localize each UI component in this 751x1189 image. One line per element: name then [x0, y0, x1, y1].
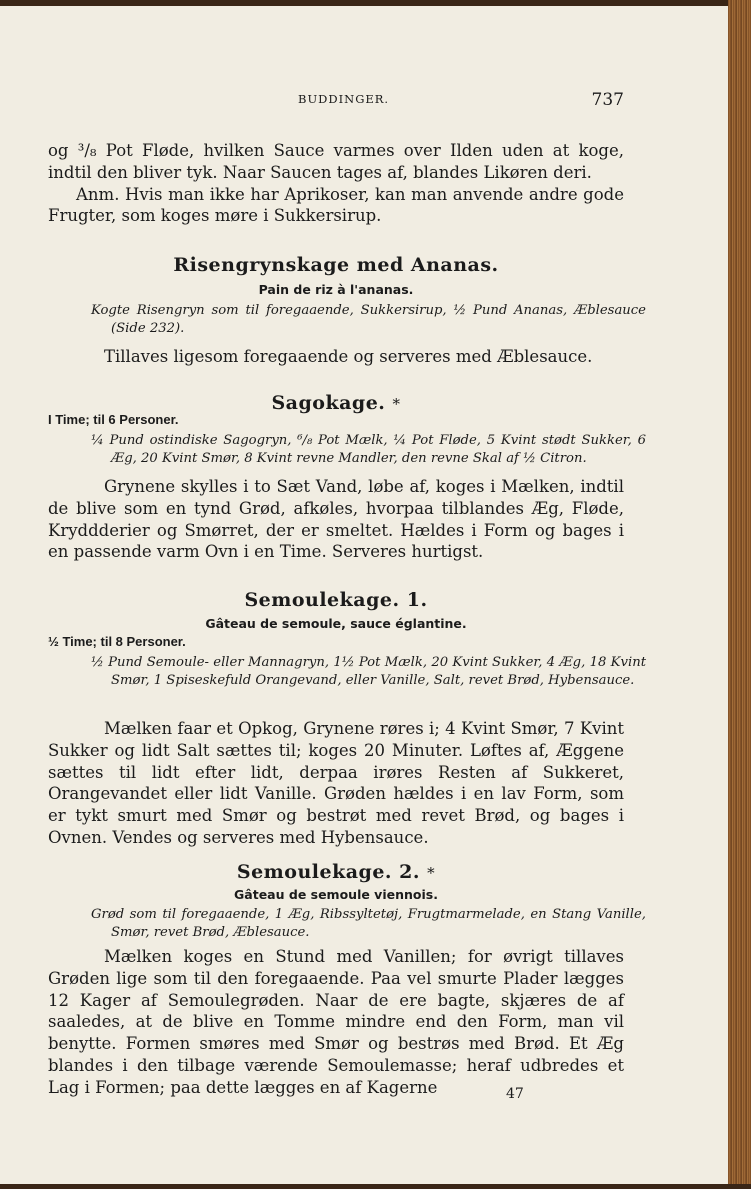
book-fore-edge — [728, 0, 751, 1189]
recipe-body-semoulekage-2 — [48, 946, 624, 1099]
recipe-ingredients-sagokage: ¼ Pund ostindiske Sagogryn, ⁶/₈ Pot Mælk, ¼ Pot Fløde, 5 Kvint stødt Sukker, 6 Æg, 20 Kvint Smør, 8 Kvint revne Mandler, den revne Skal af ½ Citron. — [91, 433, 646, 466]
recipe-body-sagokage — [48, 476, 624, 563]
recipe-title-risengrynskage: Risengrynskage med Ananas. — [173, 254, 499, 276]
page-header — [48, 90, 628, 110]
book-page — [0, 6, 728, 1184]
recipe-title-sagokage — [48, 392, 624, 414]
recipe-ingredients-semoulekage-2: Grød som til foregaaende, 1 Æg, Ribssyltetøj, Frugtmarmelade, en Stang Vanille, Smør, revet Brød, Æblesauce. — [91, 907, 646, 940]
recipe-body-semoulekage-1 — [48, 718, 624, 849]
recipe-time-sagokage: I Time; til 6 Personer. — [48, 412, 179, 427]
page-number: 737 — [591, 90, 624, 110]
recipe-body-paragraph: Grynene skylles i to Sæt Vand, løbe af, koges i Mælken, indtil de blive som en tynd Grød, afkøles, hvorpaa tilblandes Æg, Fløde, Kryddderier og Smørret, der er smeltet. Hældes i Form og bages i en passende varm Ovn i en Time. Serveres hurtigst. — [48, 477, 624, 562]
recipe-ingredients-semoulekage-1: ½ Pund Semoule- eller Mannagryn, 1½ Pot Mælk, 20 Kvint Sukker, 4 Æg, 18 Kvint Smør, 1 Spiseskefuld Orangevand, eller Vanille, Salt, revet Brød, Hybensauce. — [91, 655, 646, 688]
printer-signature: 47 — [506, 1086, 524, 1102]
recipe-title-semoulekage-1: Semoulekage. 1. — [244, 589, 428, 611]
recipe-ingredients-risengrynskage: Kogte Risengryn som til foregaaende, Sukkersirup, ½ Pund Ananas, Æblesauce (Side 232). — [91, 303, 646, 336]
recipe-subtitle-risengrynskage: Pain de riz à l'ananas. — [258, 282, 414, 297]
recipe-body-paragraph: Tillaves ligesom foregaaende og serveres med Æblesauce. — [104, 347, 593, 366]
book-bottom-edge — [0, 1184, 751, 1189]
recipe-title-semoulekage-2 — [48, 861, 624, 883]
recipe-time-semoulekage-1: ½ Time; til 8 Personer. — [48, 634, 186, 649]
intro-paragraph: og ³/₈ Pot Fløde, hvilken Sauce varmes over Ilden uden at koge, indtil den bliver tyk. Naar Saucen tages af, blandes Likøren deri. — [48, 141, 624, 182]
recipe-subtitle-semoulekage-1: Gâteau de semoule, sauce églantine. — [205, 616, 467, 631]
star-mark: * — [392, 395, 401, 413]
recipe-subtitle-semoulekage-2: Gâteau de semoule viennois. — [234, 887, 438, 902]
note-paragraph: Anm. Hvis man ikke har Aprikoser, kan man anvende andre gode Frugter, som koges møre i Sukkersirup. — [48, 184, 624, 226]
running-head: BUDDINGER. — [298, 92, 390, 106]
recipe-body-risengrynskage — [48, 346, 624, 368]
star-mark: * — [427, 864, 436, 882]
recipe-body-paragraph: Mælken faar et Opkog, Grynene røres i; 4 Kvint Smør, 7 Kvint Sukker og lidt Salt sættes til; koges 20 Minuter. Løftes af, Æggene sættes til lidt efter lidt, derpaa irøres Resten af Sukkeret, Orangevandet eller lidt Vanille. Grøden hældes i en lav Form, som er tykt smurt med Smør og bestrøt med revet Brød, og bages i Ovnen. Vendes og serveres med Hybensauce. — [48, 719, 624, 847]
recipe-title-text: Semoulekage. 2. — [236, 861, 420, 883]
recipe-body-paragraph: Mælken koges en Stund med Vanillen; for øvrigt tillaves Grøden lige som til den foregaaende. Paa vel smurte Plader lægges 12 Kager af Semoulegrøden. Naar de ere bagte, skjæres de af saaledes, at de blive en Tomme mindre end den Form, man vil benytte. Formen smøres med Smør og bestrøs med Brød. Et Æg blandes i den tilbage værende Semoulemasse; heraf udbredes et Lag i Formen; paa dette lægges en af Kagerne — [48, 947, 624, 1097]
recipe-title-text: Sagokage. — [271, 392, 386, 414]
intro-text — [48, 140, 624, 227]
